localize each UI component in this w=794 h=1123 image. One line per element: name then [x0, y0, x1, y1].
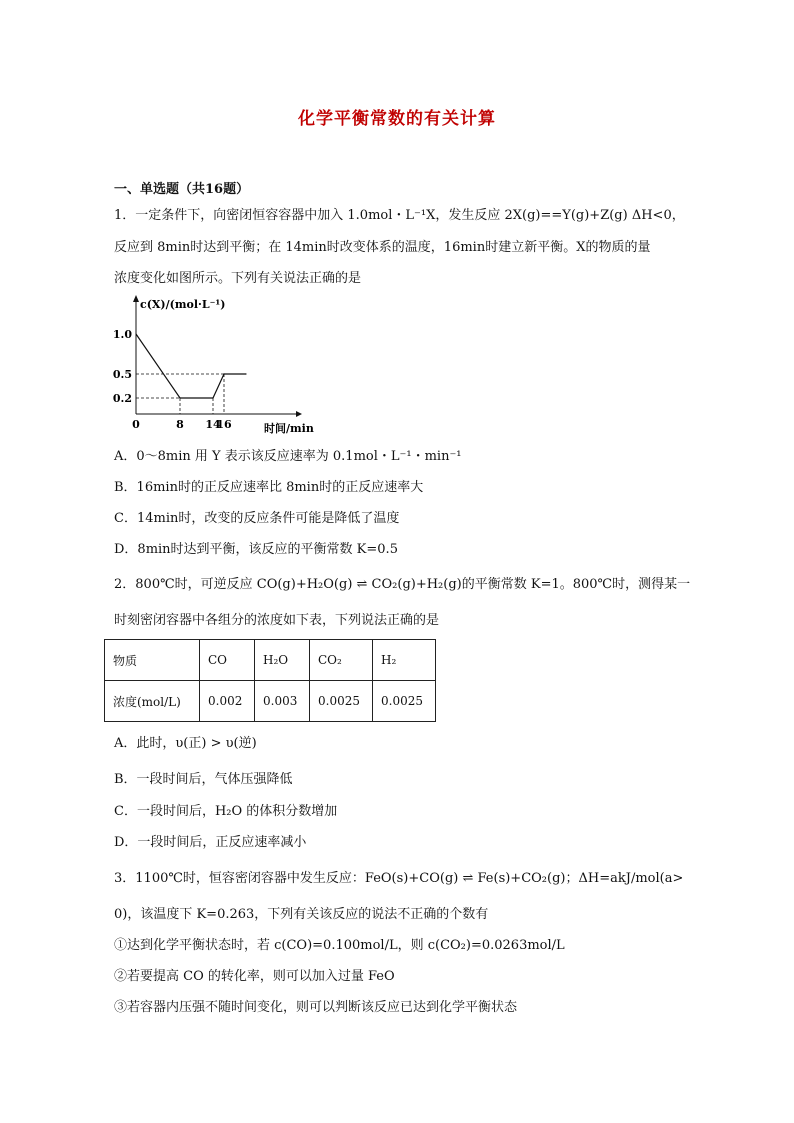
q2-stem-line2: 时刻密闭容器中各组分的浓度如下表，下列说法正确的是 [114, 613, 440, 628]
q3-statement-3: ③若容器内压强不随时间变化，则可以判断该反应已达到化学平衡状态 [114, 1000, 518, 1015]
table-cell: 0.0025 [373, 681, 436, 722]
y-tick-label: 1.0 [112, 328, 132, 341]
concentration-chart [104, 292, 334, 440]
q3-stem-line2: 0)，该温度下 K=0.263，下列有关该反应的说法不正确的个数有 [114, 907, 489, 922]
q1-option-c: C．14min时，改变的反应条件可能是降低了温度 [114, 511, 400, 526]
q3-stem-line1: 3．1100℃时，恒容密闭容器中发生反应：FeO(s)+CO(g) ⇌ Fe(s)+CO₂(g)；ΔH=akJ/mol(a> [114, 871, 684, 886]
x-tick-label: 14 [205, 418, 221, 431]
x-axis-title: 时间/min [264, 422, 314, 435]
q1-option-d: D．8min时达到平衡，该反应的平衡常数 K=0.5 [114, 542, 398, 557]
q2-stem-line1: 2．800℃时，可逆反应 CO(g)+H₂O(g) ⇌ CO₂(g)+H₂(g)的平衡常数 K=1。800℃时，测得某一 [114, 577, 691, 592]
q2-option-c: C．一段时间后，H₂O 的体积分数增加 [114, 804, 338, 819]
q1-stem-line1: 1．一定条件下，向密闭恒容容器中加入 1.0mol・L⁻¹X，发生反应 2X(g)==Y(g)+Z(g) ΔH<0， [114, 208, 685, 223]
q1-stem-line2: 反应到 8min时达到平衡；在 14min时改变体系的温度，16min时建立新平衡。X的物质的量 [114, 240, 651, 255]
data-point [212, 397, 213, 398]
q1-stem-line3: 浓度变化如图所示。下列有关说法正确的是 [114, 271, 362, 286]
section-heading: 一、单选题（共16题） [114, 182, 250, 197]
table-cell: 浓度(mol/L) [105, 681, 200, 722]
table-cell: H₂ [373, 640, 436, 681]
chart-series [135, 333, 246, 398]
document-title: 化学平衡常数的有关计算 [298, 109, 496, 129]
table-cell: CO₂ [310, 640, 373, 681]
q3-statement-1: ①达到化学平衡状态时，若 c(CO)=0.100mol/L，则 c(CO₂)=0.0263mol/L [114, 938, 565, 953]
table-cell: CO [200, 640, 255, 681]
y-tick-label: 0.2 [112, 392, 132, 405]
x-tick-label: 0 [132, 418, 140, 431]
chart-guides [136, 374, 224, 414]
q2-option-b: B．一段时间后，气体压强降低 [114, 772, 293, 787]
x-tick-label: 16 [216, 418, 232, 431]
q2-option-a: A．此时，υ(正) > υ(逆) [114, 736, 257, 751]
data-point [179, 397, 180, 398]
q3-statement-2: ②若要提高 CO 的转化率，则可以加入过量 FeO [114, 969, 395, 984]
table-row [105, 681, 436, 722]
q1-option-b: B．16min时的正反应速率比 8min时的正反应速率大 [114, 480, 424, 495]
q2-option-d: D．一段时间后，正反应速率减小 [114, 835, 307, 850]
chart-axes [133, 295, 302, 417]
table-header-row [105, 640, 436, 681]
x-tick-label: 8 [176, 418, 184, 431]
y-tick-label: 0.5 [112, 368, 132, 381]
data-point [245, 373, 246, 374]
x-axis-arrow [296, 411, 302, 417]
y-axis-arrow [133, 295, 139, 302]
q1-option-a: A．0～8min 用 Y 表示该反应速率为 0.1mol・L⁻¹・min⁻¹ [114, 449, 462, 464]
concentration-table [104, 639, 436, 722]
data-point [223, 373, 224, 374]
table-cell: 0.0025 [310, 681, 373, 722]
table-cell: 0.003 [255, 681, 310, 722]
table-cell: 0.002 [200, 681, 255, 722]
table-cell: H₂O [255, 640, 310, 681]
table-cell: 物质 [105, 640, 200, 681]
data-point [135, 333, 136, 334]
y-axis-title: c(X)/(mol·L⁻¹) [140, 298, 226, 311]
concentration-line [136, 334, 246, 398]
